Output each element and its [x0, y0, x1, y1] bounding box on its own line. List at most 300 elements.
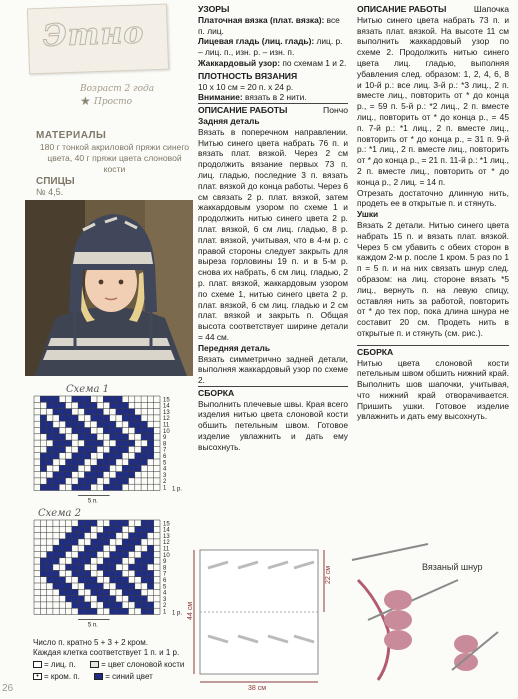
chart-cell-blue [78, 533, 84, 539]
chart-cell-blue [110, 402, 116, 408]
row-number: 2 [163, 603, 167, 610]
chart-cell-blue [116, 478, 122, 484]
chart-cell-blue [84, 440, 90, 446]
chart-cell-blue [147, 583, 153, 589]
chart-cell-blue [129, 409, 135, 415]
chart-cell-blue [147, 608, 153, 614]
row-number: 5 [163, 584, 167, 591]
chart-cell-blue [53, 484, 59, 490]
row-label: 1 р. [172, 610, 183, 617]
chart-cell-blue [103, 415, 109, 421]
chart-cell-blue [78, 552, 84, 558]
chart-cell-blue [116, 396, 122, 402]
chart-cell-blue [84, 558, 90, 564]
dim-44-label: 44 см [187, 601, 194, 620]
chart-cell-blue [141, 564, 147, 570]
chart-cell-blue [110, 421, 116, 427]
chart-cell-blue [66, 409, 72, 415]
chart-cell-blue [147, 545, 153, 551]
chart-cell-blue [78, 602, 84, 608]
schema1-chart [30, 394, 190, 512]
chart-cell-blue [40, 570, 46, 576]
chart-cell-blue [40, 453, 46, 459]
chart-cell-blue [129, 472, 135, 478]
chart-cell-blue [53, 577, 59, 583]
chart-cell-blue [91, 608, 97, 614]
legend-edge-label: = кром. п. [44, 672, 80, 681]
chart-cell-blue [110, 484, 116, 490]
back-piece-text: Вязать в поперечном направлении. Нитью синего цвета набрать 76 п. и вязать плат. вязкой. Через 2 см продолжить вязание первых 73 п. лиц. гладью, последние 3 п. вязать плат. вязкой до конца работы. Через 6 см связать 2 р. плат. вязкой, затем жаккардовым узором по схеме 1 и продолжить нитью синего цвета 2 р. плат. вязкой, 6 см лиц. гладью, 8 р. плат. вязкой, учитывая, что в 4-м р. с правой стороны следует закрыть для выреза горловины 19 п. и в 5-м р. снова их набрать, 6 см лиц. гладью, 2 р. плат. вязкой, жаккардовым узором по схеме 1, нитью синего цвета 2 р. плат. вязкой, 6 см лиц. гладью и 2 см плат. вязкой и закрыть п. Общая высота соответствует ширине детали = 44 см. [198, 126, 348, 342]
poncho-schematic [187, 540, 334, 692]
chart-cell-blue [84, 526, 90, 532]
chart-cell-blue [84, 484, 90, 490]
chart-cell-blue [91, 589, 97, 595]
needles-heading: СПИЦЫ [36, 176, 75, 187]
chart-cell-blue [66, 589, 72, 595]
assembly-text: Выполнить плечевые швы. Края всего изделия нитью цвета слоновой кости обшить петельным швом. Готовое изделие увлажнить и дать ему высохнуть. [198, 398, 348, 452]
chart-cell-blue [59, 545, 65, 551]
chart-cell-blue [84, 396, 90, 402]
chart-cell-blue [47, 484, 53, 490]
chart-cell-blue [122, 589, 128, 595]
chart-cell-blue [97, 596, 103, 602]
front-piece-heading: Передняя деталь [198, 342, 271, 353]
chart-cell-blue [141, 577, 147, 583]
chart-cell-blue [72, 526, 78, 532]
chart-cell-blue [72, 533, 78, 539]
legend-row-1 [33, 660, 184, 669]
chart-cell-blue [135, 564, 141, 570]
row-number: 11 [163, 422, 170, 429]
chart-cell-blue [129, 415, 135, 421]
chart-cell-blue [122, 434, 128, 440]
chart-cell-blue [40, 484, 46, 490]
chart-cell-blue [91, 446, 97, 452]
chart-cell-blue [59, 415, 65, 421]
chart-cell-blue [72, 396, 78, 402]
cord-label: Вязаный шнур [422, 562, 483, 572]
chart-cell-blue [129, 533, 135, 539]
chart-cell-blue [53, 558, 59, 564]
materials-text: 180 г тонкой акриловой пряжи синего цвета, 40 г пряжи цвета слоновой кости [39, 142, 190, 174]
chart-cell-blue [110, 428, 116, 434]
chart-cell-blue [78, 428, 84, 434]
chart-cell-blue [129, 583, 135, 589]
chart-cell-blue [103, 465, 109, 471]
chart-cell-blue [141, 596, 147, 602]
garter-text: все п. лиц. [198, 14, 340, 36]
chart-cell-blue [40, 465, 46, 471]
chart-cell-blue [116, 446, 122, 452]
chart-cell-blue [110, 526, 116, 532]
chart-cell-blue [72, 415, 78, 421]
chart-cell-blue [129, 589, 135, 595]
chart-cell-blue [78, 396, 84, 402]
chart-cell-blue [66, 596, 72, 602]
chart-cell-blue [47, 564, 53, 570]
chart-cell-blue [66, 465, 72, 471]
title-banner [27, 4, 169, 75]
back-piece-heading: Задняя деталь [198, 115, 260, 126]
row-number: 5 [163, 460, 167, 467]
chart-cell-blue [78, 453, 84, 459]
row-number: 13 [163, 409, 170, 416]
row-number: 11 [163, 546, 170, 553]
chart-cell-blue [116, 402, 122, 408]
chart-cell-blue [116, 428, 122, 434]
chart-cell-blue [97, 545, 103, 551]
chart-cell-blue [84, 453, 90, 459]
chart-cell-blue [122, 465, 128, 471]
chart-cell-blue [78, 526, 84, 532]
schema1-title: Схема 1 [66, 384, 110, 395]
row-number: 7 [163, 571, 167, 578]
chart-cell-blue [72, 570, 78, 576]
chart-cell-blue [122, 552, 128, 558]
chart-cell-blue [59, 472, 65, 478]
chart-cell-blue [97, 465, 103, 471]
chart-cell-blue [110, 396, 116, 402]
chart-cell-blue [110, 558, 116, 564]
chart-cell-blue [84, 402, 90, 408]
chart-cell-blue [116, 602, 122, 608]
chart-cell-blue [91, 465, 97, 471]
chart-cell-blue [78, 459, 84, 465]
chart-cell-blue [78, 577, 84, 583]
assembly-heading: СБОРКА [198, 386, 348, 399]
row-number: 15 [163, 397, 170, 404]
chart-cell-blue [84, 552, 90, 558]
chart-cell-blue [91, 434, 97, 440]
chart-cell-blue [72, 558, 78, 564]
chart-cell-blue [53, 396, 59, 402]
chart-cell-blue [122, 415, 128, 421]
chart-cell-blue [47, 453, 53, 459]
chart-cell-blue [110, 459, 116, 465]
chart-cell-blue [135, 589, 141, 595]
column-2 [198, 4, 348, 453]
chart-cell-blue [53, 402, 59, 408]
poncho-label: Пончо [323, 105, 348, 116]
chart-cell-blue [66, 421, 72, 427]
chart-cell-blue [72, 564, 78, 570]
chart-cell-blue [47, 552, 53, 558]
chart-cell-blue [78, 564, 84, 570]
chart-cell-blue [122, 539, 128, 545]
chart-cell-blue [103, 526, 109, 532]
chart-cell-blue [84, 608, 90, 614]
chart-cell-blue [103, 459, 109, 465]
chart-cell-blue [135, 415, 141, 421]
chart-cell-blue [78, 446, 84, 452]
chart-cell-blue [97, 472, 103, 478]
chart-cell-blue [47, 459, 53, 465]
chart-cell-blue [147, 570, 153, 576]
row-number: 2 [163, 479, 167, 486]
chart-cell-blue [84, 520, 90, 526]
row-number: 3 [163, 472, 167, 479]
chart-cell-blue [66, 545, 72, 551]
chart-cell-blue [91, 402, 97, 408]
chart-cell-blue [47, 421, 53, 427]
chart-cell-blue [141, 552, 147, 558]
legend-row-2 [33, 672, 153, 681]
chart-cell-blue [135, 421, 141, 427]
chart-cell-blue [91, 545, 97, 551]
chart-cell-blue [59, 434, 65, 440]
chart-cell-blue [78, 402, 84, 408]
garter-heading: Платочная вязка (плат. вязка): [198, 14, 325, 25]
chart-cell-blue [141, 526, 147, 532]
chart-cell-blue [116, 583, 122, 589]
chart-cell-blue [84, 583, 90, 589]
hat-description-heading: ОПИСАНИЕ РАБОТЫ [357, 4, 447, 14]
chart-cell-blue [122, 520, 128, 526]
dim-38-label: 38 см [248, 685, 267, 692]
chart-cell-blue [91, 583, 97, 589]
chart-cell-blue [103, 589, 109, 595]
chart-cell-blue [66, 472, 72, 478]
chart-cell-blue [47, 570, 53, 576]
chart-cell-blue [103, 558, 109, 564]
chart-cell-blue [135, 533, 141, 539]
chart-cell-blue [147, 434, 153, 440]
chart-cell-blue [47, 396, 53, 402]
legend-note-2: Каждая клетка соответствует 1 п. и 1 р. [33, 648, 180, 657]
row-number: 7 [163, 447, 167, 454]
hat-finish-text: Отрезать достаточно длинную нить, продеть ее в открытые п. и стянуть. [357, 187, 509, 209]
chart-cell-blue [59, 583, 65, 589]
row-number: 1 [163, 609, 167, 616]
chart-cell-blue [147, 453, 153, 459]
chart-cell-blue [110, 570, 116, 576]
chart-cell-blue [116, 526, 122, 532]
chart-cell-blue [66, 415, 72, 421]
chart-cell-blue [116, 472, 122, 478]
chart-cell-blue [103, 396, 109, 402]
chart-cell-blue [72, 602, 78, 608]
chart-cell-blue [97, 539, 103, 545]
hat-assembly-text: Нитью цвета слоновой кости петельным швом обшить нижний край. Выполнить шов шапочки, учитывая, что нижний край отворачивается. Пришить ушки. Готовое изделие увлажнить и дать ему высохнуть. [357, 357, 509, 422]
chart-cell-blue [59, 589, 65, 595]
chart-cell-blue [141, 421, 147, 427]
chart-cell-blue [110, 533, 116, 539]
chart-cell-blue [97, 583, 103, 589]
cord-illustration [348, 540, 512, 690]
chart-cell-blue [91, 552, 97, 558]
chart-cell-blue [47, 446, 53, 452]
chart-cell-blue [72, 484, 78, 490]
chart-cell-blue [147, 446, 153, 452]
row-number: 9 [163, 559, 167, 566]
chart-cell-blue [40, 428, 46, 434]
chart-cell-blue [122, 583, 128, 589]
chart-cell-blue [141, 558, 147, 564]
chart-cell-blue [84, 446, 90, 452]
chart-cell-blue [78, 421, 84, 427]
row-number: 4 [163, 590, 167, 597]
edge-stitch-swatch: • [33, 673, 42, 680]
dim-22-label: 22 см [325, 565, 332, 584]
chart-cell-blue [116, 520, 122, 526]
chart-cell-blue [91, 478, 97, 484]
chart-cell-blue [97, 409, 103, 415]
chart-cell-blue [122, 478, 128, 484]
chart-cell-blue [47, 478, 53, 484]
gauge-text: 10 x 10 см = 20 п. x 24 р. [198, 81, 294, 92]
chart-cell-blue [40, 415, 46, 421]
chart-cell-blue [116, 434, 122, 440]
legend-blue-label: = синий цвет [105, 672, 153, 681]
chart-cell-blue [116, 608, 122, 614]
chart-cell-blue [97, 459, 103, 465]
chart-cell-blue [135, 539, 141, 545]
legend-knit-label: = лиц. п. [44, 660, 76, 669]
chart-cell-blue [72, 539, 78, 545]
earflaps-text: Вязать 2 детали. Нитью синего цвета набрать 15 п. и вязать плат. вязкой. Через 5 см убавить с обеих сторон в каждом 2-м р. после 1 кром. 5 раз по 1 п = 5 п. и на них связать шнур след. образом: на лиц. стороне вязать *5 лиц., вернуть п. на левую спицу, оставляя нить за работой, повторить от * до тех пор, пока длина шнура не составит 20 см. Продеть нить в открытые п. и стянуть (см. рис.). [357, 219, 509, 338]
stockinette-text: лиц. р. – лиц. п., изн. р. – изн. п. [198, 36, 343, 58]
row-number: 13 [163, 533, 170, 540]
chart-cell-blue [135, 428, 141, 434]
chart-cell-blue [129, 564, 135, 570]
chart-cell-blue [91, 409, 97, 415]
knit-stitch-swatch [33, 661, 42, 668]
note-heading: Внимание: [198, 92, 243, 103]
chart-cell-blue [103, 570, 109, 576]
chart-cell-blue [147, 552, 153, 558]
chart-cell-blue [122, 472, 128, 478]
materials-heading: МАТЕРИАЛЫ [36, 130, 107, 141]
chart-cell-blue [47, 558, 53, 564]
chart-cell-blue [110, 608, 116, 614]
chart-cell-blue [84, 602, 90, 608]
chart-cell-blue [84, 577, 90, 583]
chart-cell-blue [91, 520, 97, 526]
chart-cell-blue [40, 396, 46, 402]
chart-cell-blue [147, 440, 153, 446]
chart-cell-blue [72, 459, 78, 465]
row-number: 4 [163, 466, 167, 473]
chart-cell-blue [122, 440, 128, 446]
chart-cell-blue [129, 459, 135, 465]
chart-cell-blue [72, 453, 78, 459]
chart-cell-blue [53, 446, 59, 452]
chart-cell-blue [59, 577, 65, 583]
page-title: Этно [42, 15, 145, 54]
chart-cell-blue [135, 526, 141, 532]
chart-cell-blue [72, 465, 78, 471]
chart-cell-blue [116, 484, 122, 490]
chart-cell-blue [66, 539, 72, 545]
chart-cell-blue [141, 459, 147, 465]
earflaps-heading: Ушки [357, 209, 379, 220]
chart-cell-blue [72, 589, 78, 595]
schema2-chart [30, 518, 190, 636]
chart-cell-blue [66, 533, 72, 539]
blue-swatch [94, 673, 103, 680]
chart-cell-blue [78, 558, 84, 564]
chart-cell-blue [116, 440, 122, 446]
chart-cell-blue [141, 533, 147, 539]
chart-cell-blue [97, 421, 103, 427]
chart-cell-blue [110, 577, 116, 583]
chart-cell-blue [97, 415, 103, 421]
chart-cell-blue [84, 428, 90, 434]
chart-cell-blue [47, 577, 53, 583]
legend-ivory-label: = цвет слоновой кости [101, 660, 185, 669]
chart-cell-blue [97, 533, 103, 539]
chart-cell-blue [59, 409, 65, 415]
jacquard-heading: Жаккардовый узор: [198, 57, 281, 68]
jacquard-text: по схемам 1 и 2. [282, 57, 347, 68]
chart-cell-blue [110, 564, 116, 570]
chart-cell-blue [129, 539, 135, 545]
chart-cell-blue [84, 409, 90, 415]
chart-cell-blue [53, 570, 59, 576]
row-number: 10 [163, 552, 170, 559]
chart-cell-blue [116, 570, 122, 576]
chart-cell-blue [78, 520, 84, 526]
chart-cell-blue [66, 564, 72, 570]
chart-cell-blue [72, 428, 78, 434]
legend-note-1: Число п. кратно 5 + 3 + 2 кром. [33, 638, 148, 647]
repeat-label: 5 п. [87, 498, 98, 505]
chart-cell-blue [116, 545, 122, 551]
chart-cell-blue [66, 440, 72, 446]
schema2-title: Схема 2 [38, 508, 82, 519]
chart-cell-blue [110, 596, 116, 602]
chart-cell-blue [141, 570, 147, 576]
chart-cell-blue [135, 558, 141, 564]
chart-cell-blue [53, 453, 59, 459]
chart-cell-blue [103, 539, 109, 545]
chart-cell-blue [91, 472, 97, 478]
chart-cell-blue [141, 520, 147, 526]
chart-cell-blue [66, 459, 72, 465]
row-number: 8 [163, 441, 167, 448]
chart-cell-blue [40, 564, 46, 570]
chart-cell-blue [116, 409, 122, 415]
chart-cell-blue [129, 596, 135, 602]
gauge-heading: ПЛОТНОСТЬ ВЯЗАНИЯ [198, 70, 298, 81]
chart-cell-blue [40, 558, 46, 564]
chart-cell-blue [110, 602, 116, 608]
chart-cell-blue [40, 459, 46, 465]
stockinette-heading: Лицевая гладь (лиц. гладь): [198, 36, 315, 47]
chart-cell-blue [53, 440, 59, 446]
chart-cell-blue [103, 421, 109, 427]
chart-cell-blue [103, 428, 109, 434]
row-number: 8 [163, 565, 167, 572]
chart-cell-blue [47, 434, 53, 440]
chart-cell-blue [116, 453, 122, 459]
chart-cell-blue [91, 415, 97, 421]
chart-cell-blue [53, 552, 59, 558]
chart-cell-blue [141, 602, 147, 608]
chart-cell-blue [78, 570, 84, 576]
chart-cell-blue [72, 596, 78, 602]
chart-cell-blue [53, 583, 59, 589]
chart-cell-blue [78, 434, 84, 440]
row-number: 6 [163, 454, 167, 460]
chart-cell-blue [135, 596, 141, 602]
row-number: 3 [163, 596, 167, 603]
chart-cell-blue [147, 526, 153, 532]
chart-cell-blue [84, 434, 90, 440]
chart-cell-blue [103, 596, 109, 602]
chart-cell-blue [141, 434, 147, 440]
chart-cell-blue [147, 602, 153, 608]
